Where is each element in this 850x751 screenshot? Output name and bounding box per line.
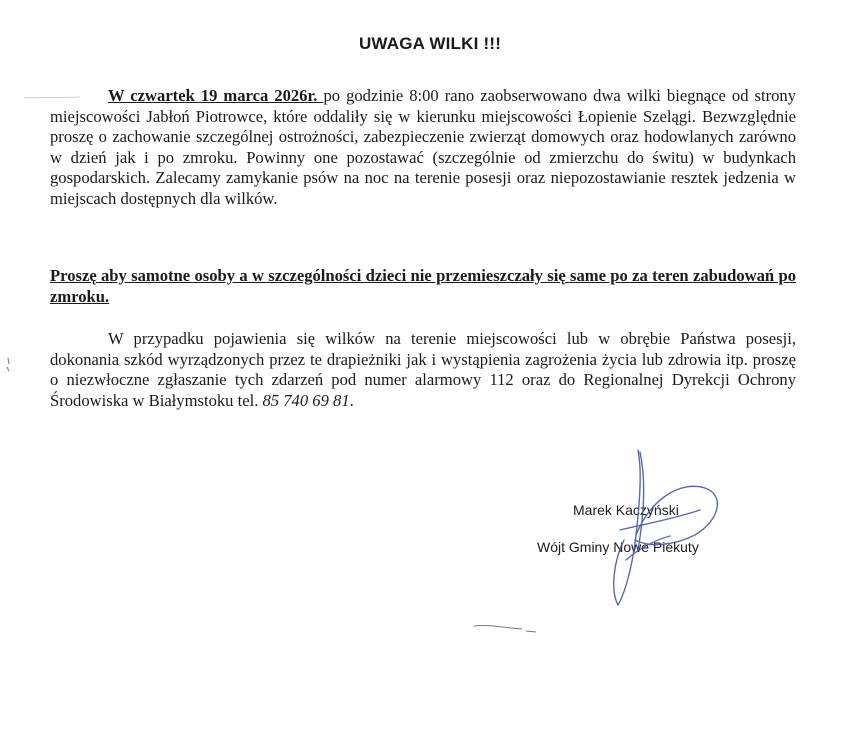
scan-artifact-left — [4, 355, 14, 375]
paragraph-reporting-instructions — [50, 329, 796, 411]
reporting-end: . — [349, 390, 354, 410]
reporting-text: W przypadku pojawienia się wilków na terenie miejscowości lub w obrębie Państwa posesji, dokonania szkód wyrządzonych przez te drapieżniki jak i wystąpienia zagrożenia życia lub zdrowia itp. proszę o niezwłoczne zgłaszanie tych zdarzeń pod numer alarmowy 112 oraz do Regionalnej Dyrekcji Ochrony Środowiska w Białymstoku tel. — [50, 329, 796, 410]
phone-number: 85 740 69 81 — [262, 390, 350, 410]
signatory-name: Marek Kaczyński — [573, 502, 679, 518]
sighting-date: W czwartek 19 marca 2026r. — [108, 86, 324, 105]
scan-artifact-top — [22, 93, 82, 103]
signatory-role: Wójt Gminy Nowe Piekuty — [537, 539, 699, 555]
scan-artifact-bottom — [470, 620, 540, 636]
document-title: UWAGA WILKI !!! — [358, 34, 502, 53]
paragraph-sighting-report — [50, 86, 796, 209]
sighting-details: po godzinie 8:00 rano zaobserwowano dwa wilki biegnące od strony miejscowości Jabłoń Piotrowce, które oddaliły się w kierunku miejscowości Łopienie Szelągi. Bezwzględnie proszę o zachowanie szczególnej ostrożności, zabezpieczenie zwierząt domowych oraz hodowlanych zarówno w dzień jak i po zmroku. Powinny one pozostawać (szczególnie od zmierzchu do świtu) w budynkach gospodarskich. Zalecamy zamykanie psów na noc na terenie posesji oraz niepozostawianie resztek jedzenia w miejscach dostępnych dla wilków. — [50, 86, 796, 208]
handwritten-signature — [580, 440, 740, 615]
paragraph-warning: Proszę aby samotne osoby a w szczególności dzieci nie przemieszczały się same po za teren zabudowań po zmroku. — [50, 266, 796, 306]
